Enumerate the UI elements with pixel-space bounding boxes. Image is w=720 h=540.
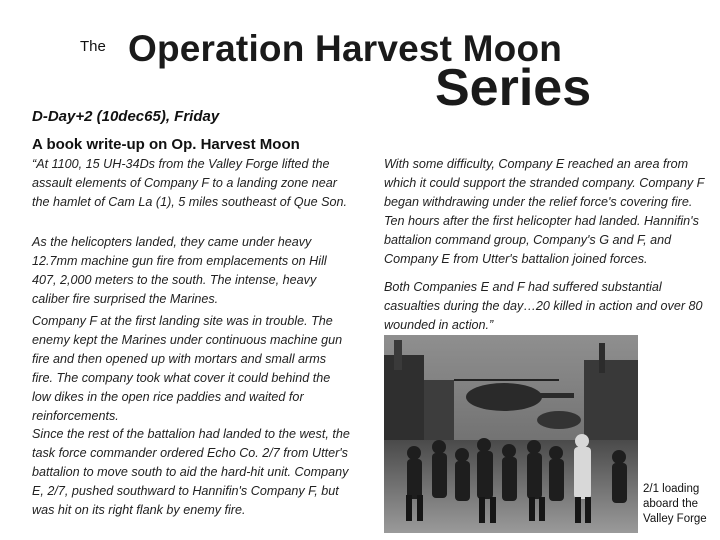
left-paragraph-1: “At 1100, 15 UH-34Ds from the Valley Forge lifted the assault elements of Company F to a landing zone near the hamlet of Cam La (1), 5 miles southeast of Que Son. bbox=[32, 157, 348, 209]
section-heading: A book write-up on Op. Harvest Moon bbox=[32, 136, 300, 153]
date-heading: D-Day+2 (10dec65), Friday bbox=[32, 108, 220, 125]
caption-line-3: Valley Forge bbox=[643, 513, 707, 525]
title-prefix: The bbox=[80, 38, 106, 55]
left-paragraph-2: As the helicopters landed, they came under heavy 12.7mm machine gun fire from emplacements on Hill 407, 2,000 meters to the south. The intense, heavy caliber fire surprised the Marines. bbox=[32, 235, 327, 306]
right-paragraph-2: Both Companies E and F had suffered substantial casualties during the day…20 killed in action and over 80 wounded in action.” bbox=[384, 280, 703, 332]
page-title: Operation Harvest Moon bbox=[128, 28, 563, 69]
photo-caption bbox=[643, 482, 719, 527]
left-paragraph-4: Since the rest of the battalion had landed to the west, the task force commander ordered Echo Co. 2/7 from Utter's battalion to move south to aid the hard-hit unit. Company E, 2/7, pushed southward to Hannifin's Company F, but was hit on its right flank by enemy fire. bbox=[32, 427, 350, 517]
caption-line-1: 2/1 loading bbox=[643, 483, 700, 495]
photo-illustration bbox=[384, 335, 638, 533]
troops-photo bbox=[384, 335, 638, 533]
series-label: Series bbox=[435, 59, 592, 117]
right-paragraph-1: With some difficulty, Company E reached an area from which it could support the stranded company. Company F began withdrawing under the relief force's covering fire. Ten hours after the first helicopter had landed. Hannifin's battalion command group, Company's G and F, and Company E from Utter's battalion joined forces. bbox=[384, 157, 705, 266]
caption-line-2: aboard the bbox=[643, 498, 698, 510]
left-paragraph-3: Company F at the first landing site was in trouble. The enemy kept the Marines under continuous machine gun fire and then opened up with mortars and small arms fire. The company took what cover it could behind the low dikes in the open rice paddies and waited for reinforcements. bbox=[32, 314, 343, 423]
